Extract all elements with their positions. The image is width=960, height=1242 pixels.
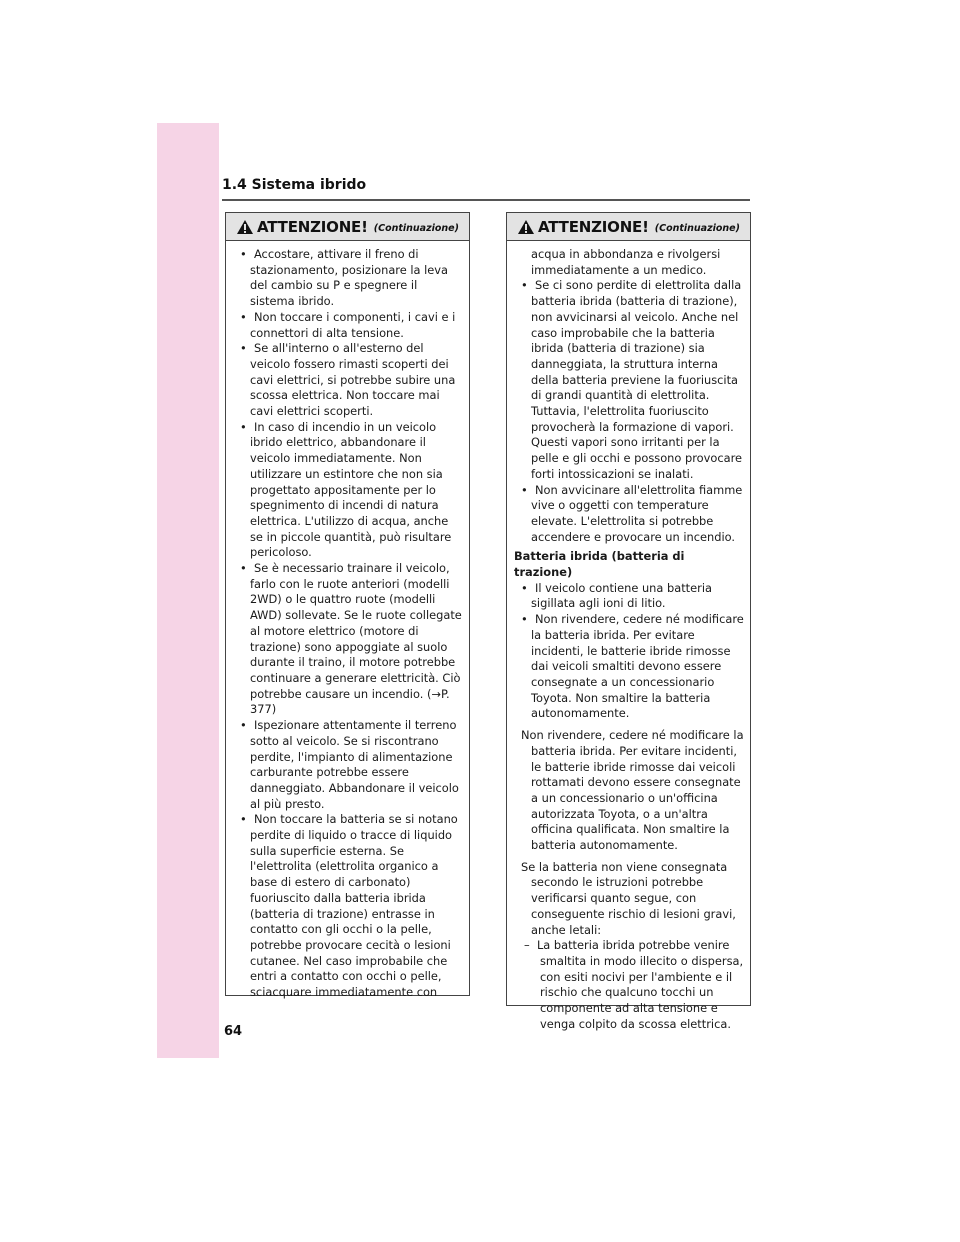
page-number: 64 [224, 1024, 243, 1039]
warning-triangle-icon [236, 219, 254, 235]
paragraph: Non rivendere, cedere né modificare la batteria ibrida. Per evitare incidenti, le batterie ibride rimosse dai veicoli rottamati devono essere consegnate a un concessionario o un'officina autorizzata Toyota, o a un'altra officina qualificata. Non smaltire la batteria autonomamente. [521, 728, 744, 853]
warning-title: ATTENZIONE! [257, 217, 368, 236]
side-tab [157, 123, 219, 1058]
section-rule [222, 199, 750, 201]
warning-body-left [226, 241, 469, 1001]
continuation-text: acqua in abbondanza e rivolgersi immediatamente a un medico. [531, 247, 721, 277]
dash-item: – La batteria ibrida potrebbe venire smaltita in modo illecito o dispersa, con esiti nocivi per l'ambiente e il rischio che qualcuno tocchi un componente ad alta tensione e venga colpito da scossa elettrica. [524, 938, 744, 1031]
list-item: • Non rivendere, cedere né modificare la batteria ibrida. Per evitare incidenti, le batterie ibride rimosse dai veicoli smaltiti devono essere consegnate a un concessionario Toyota. Non smaltire la batteria autonomamente. [521, 612, 744, 721]
warning-continued: (Continuazione) [373, 223, 459, 234]
list-item: • Ispezionare attentamente il terreno sotto al veicolo. Se si riscontrano perdite, l'impianto di alimentazione carburante potrebbe essere danneggiato. Abbandonare il veicolo al più presto. [240, 718, 459, 811]
list-item: • Il veicolo contiene una batteria sigillata agli ioni di litio. [521, 580, 712, 611]
list-item: • Non toccare la batteria se si notano perdite di liquido o tracce di liquido sulla superficie esterna. Se l'elettrolita (elettrolita organico a base di estero di carbonato) fuoriuscito dalla batteria ibrida (batteria di trazione) entrasse in contatto con gli occhi o la pelle, potrebbe provocare cecità o lesioni cutanee. Nel caso improbabile che entri a contatto con occhi o pelle, sciacquare immediatamente con [240, 812, 458, 1000]
warning-body-right [507, 241, 750, 1032]
paragraph: Se la batteria non viene consegnata secondo le istruzioni potrebbe verificarsi quanto segue, con conseguente rischio di lesioni gravi, anche letali: [521, 859, 736, 937]
list-item: • Non toccare i componenti, i cavi e i connettori di alta tensione. [240, 309, 456, 340]
subheading: Batteria ibrida (batteria di trazione) [514, 549, 685, 580]
warning-header [226, 213, 469, 241]
list-item: • Accostare, attivare il freno di stazionamento, posizionare la leva del cambio su P e spegnere il sistema ibrido. [240, 247, 449, 309]
warning-title: ATTENZIONE! [538, 217, 649, 236]
section-header: 1.4 Sistema ibrido [222, 177, 367, 193]
warning-header [507, 213, 750, 241]
list-item: • Non avvicinare all'elettrolita fiamme vive o oggetti con temperature elevate. L'elettrolita si potrebbe accendere e provocare un incendio. [521, 482, 743, 544]
warning-continued: (Continuazione) [654, 223, 740, 234]
warning-box-left [225, 212, 470, 1000]
list-item: • In caso di incendio in un veicolo ibrido elettrico, abbandonare il veicolo immediatamente. Non utilizzare un estintore che non sia progettato appositamente per lo spegnimento di incendi di natura elettrica. L'utilizzo di acqua, anche se in piccole quantità, può risultare pericoloso. [240, 419, 452, 560]
warning-box-right [506, 212, 751, 1031]
warning-triangle-icon [517, 219, 535, 235]
list-item: • Se ci sono perdite di elettrolita dalla batteria ibrida (batteria di trazione), non avvicinarsi al veicolo. Anche nel caso improbabile che la batteria ibrida (batteria di trazione) sia danneggiata, la struttura interna della batteria previene la fuoriuscita di grandi quantità di elettrolita. Tuttavia, l'elettrolita fuoriuscito provocherà la formazione di vapori. Questi vapori sono irritanti per la pelle e gli occhi e possono provocare forti intossicazioni se inalati. [521, 278, 743, 481]
list-item: • Se all'interno o all'esterno del veicolo fossero rimasti scoperti dei cavi elettrici, si potrebbe subire una scossa elettrica. Non toccare mai cavi elettrici scoperti. [240, 341, 456, 419]
list-item: • Se è necessario trainare il veicolo, farlo con le ruote anteriori (modelli 2WD) o le quattro ruote (modelli AWD) sollevate. Se le ruote collegate al motore elettrico (motore di trazione) sono appoggiate al suolo durante il traino, il motore potrebbe continuare a generare elettricità. Ciò potrebbe causare un incendio. (→P. 377) [240, 561, 462, 717]
